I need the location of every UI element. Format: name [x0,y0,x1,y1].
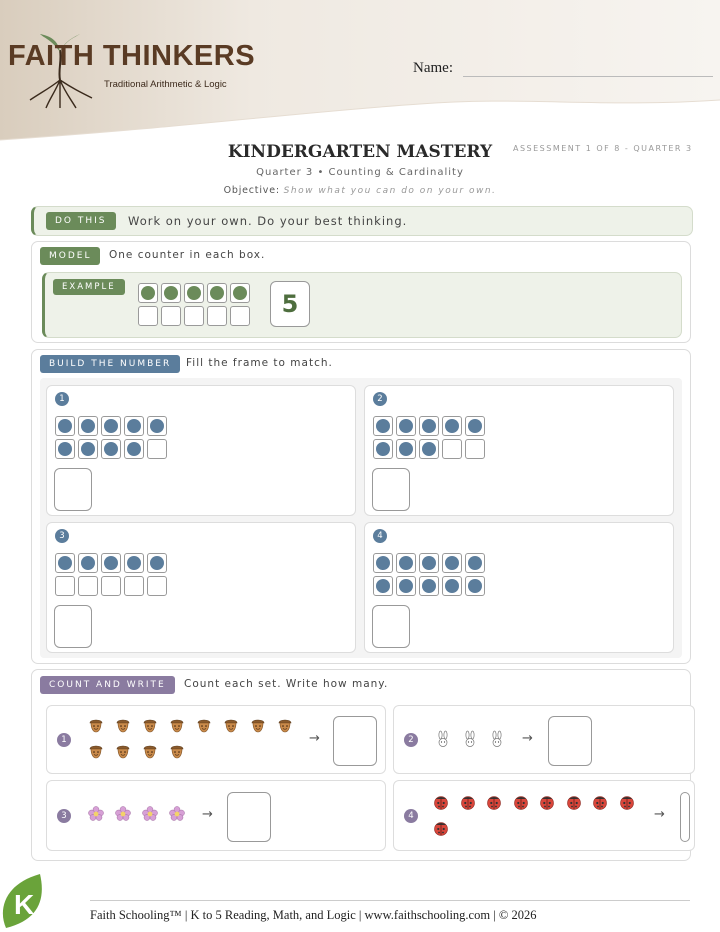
ladybug-icon [618,793,636,811]
item-number: 3 [57,809,71,823]
ten-frame-cell[interactable] [78,576,98,596]
build-label: BUILD THE NUMBER [40,355,180,373]
page-subtitle: Quarter 3 • Counting & Cardinality [256,167,464,178]
ten-frame-cell[interactable] [373,576,393,596]
model-answer: 5 [270,281,310,327]
ladybug-icon [565,793,583,811]
ten-frame-cell[interactable] [101,439,121,459]
counter-dot [233,286,247,300]
example-box [42,272,682,338]
flower-icon [114,805,132,823]
count-item-1 [46,705,386,774]
counter-dot [422,556,436,570]
arrow-icon: → [309,731,320,746]
do-this-panel [31,206,693,236]
counter-dot [187,286,201,300]
page-header [0,0,720,150]
counter-dot [422,442,436,456]
counter-dot [81,556,95,570]
name-label: Name: [413,60,453,76]
counter-dot [399,556,413,570]
item-number: 4 [373,529,387,543]
counter-dot [141,286,155,300]
item-number: 2 [373,392,387,406]
ten-frame-cell[interactable] [230,306,250,326]
model-text: One counter in each box. [109,249,266,261]
acorn-icon [195,716,213,734]
objective-text: Show what you can do on your own. [283,186,497,196]
counter-dot [127,419,141,433]
svg-text:K: K [14,889,35,920]
item-number: 3 [55,529,69,543]
flower-icon [141,805,159,823]
arrow-icon: → [654,807,665,822]
counter-dot [376,419,390,433]
counter-dot [445,579,459,593]
ten-frame-cell[interactable] [55,439,75,459]
ladybug-icon [432,793,450,811]
ten-frame-cell[interactable] [442,576,462,596]
ten-frame-cell[interactable] [373,416,393,436]
acorn-icon [141,716,159,734]
ten-frame-cell[interactable] [55,553,75,573]
build-panel [31,349,691,664]
ladybug-icon [591,793,609,811]
ten-frame-cell[interactable] [78,439,98,459]
answer-box[interactable] [372,605,410,648]
ten-frame-cell[interactable] [78,416,98,436]
counter-dot [58,442,72,456]
page-title: KINDERGARTEN MASTERY [227,142,493,162]
ladybug-icon [512,793,530,811]
counter-dot [445,419,459,433]
name-field[interactable] [463,76,713,77]
counter-dot [376,579,390,593]
brand-tagline: Traditional Arithmetic & Logic [104,79,227,90]
answer-box[interactable] [548,716,592,766]
ten-frame-cell[interactable] [184,306,204,326]
item-number: 1 [57,733,71,747]
ten-frame-cell[interactable] [419,576,439,596]
ten-frame-cell[interactable] [147,439,167,459]
ten-frame-cell[interactable] [124,416,144,436]
counter-dot [104,556,118,570]
counter-dot [422,579,436,593]
acorn-icon [114,716,132,734]
count-item-4 [393,780,695,851]
ten-frame-cell[interactable] [207,306,227,326]
ten-frame-cell[interactable] [396,576,416,596]
ten-frame-cell[interactable] [396,553,416,573]
leaf-k-logo-icon [0,870,50,930]
acorn-icon [222,716,240,734]
counter-dot [150,556,164,570]
acorn-icon [87,716,105,734]
objective-label: Objective: [223,185,280,196]
ten-frame-cell[interactable] [184,283,204,303]
ten-frame-cell[interactable] [161,306,181,326]
ten-frame-cell[interactable] [207,283,227,303]
count-item-3 [46,780,386,851]
ten-frame-cell[interactable] [101,576,121,596]
counter-dot [376,442,390,456]
ten-frame-cell[interactable] [147,553,167,573]
ten-frame-cell[interactable] [373,553,393,573]
objective [160,185,560,196]
acorn-icon [114,742,132,760]
count-label: COUNT AND WRITE [40,676,175,694]
flower-icon [87,805,105,823]
ten-frame-cell[interactable] [419,416,439,436]
counter-dot [468,579,482,593]
brand-name: FAITH THINKERS [8,40,256,72]
ten-frame-cell[interactable] [78,553,98,573]
acorn-icon [168,742,186,760]
ten-frame-cell[interactable] [465,576,485,596]
build-item-3 [46,522,356,653]
ten-frame-cell[interactable] [147,576,167,596]
acorn-icon [276,716,294,734]
ten-frame-cell[interactable] [230,283,250,303]
arrow-icon: → [202,807,213,822]
answer-box[interactable] [54,605,92,648]
count-text: Count each set. Write how many. [184,678,389,690]
counter-dot [210,286,224,300]
counter-dot [468,419,482,433]
ten-frame-cell[interactable] [124,576,144,596]
item-number: 2 [404,733,418,747]
footer-text: Faith Schooling™ | K to 5 Reading, Math, and Logic | www.faithschooling.com | © 2026 [90,908,537,922]
counter-dot [81,419,95,433]
counter-dot [399,419,413,433]
ten-frame-cell[interactable] [419,439,439,459]
build-grid [40,378,682,658]
ten-frame-cell[interactable] [442,416,462,436]
assessment-label: ASSESSMENT 1 OF 8 - QUARTER 3 [513,144,693,153]
ten-frame-cell[interactable] [419,553,439,573]
model-panel [31,241,691,343]
answer-box[interactable] [680,792,690,842]
counter-dot [399,579,413,593]
counter-dot [399,442,413,456]
counter-dot [422,419,436,433]
ten-frame-cell[interactable] [55,576,75,596]
item-number: 4 [404,809,418,823]
build-item-1 [46,385,356,516]
counter-dot [445,556,459,570]
acorn-icon [87,742,105,760]
bunny-icon [488,730,506,748]
arrow-icon: → [522,731,533,746]
count-item-2 [393,705,695,774]
counter-dot [127,442,141,456]
example-label: EXAMPLE [53,279,125,295]
answer-box[interactable] [54,468,92,511]
ten-frame-cell[interactable] [138,283,158,303]
counter-dot [58,419,72,433]
ten-frame-cell[interactable] [124,553,144,573]
flower-icon [168,805,186,823]
acorn-icon [249,716,267,734]
do-this-label: DO THIS [46,212,116,230]
bunny-icon [461,730,479,748]
counter-dot [150,419,164,433]
counter-dot [58,556,72,570]
ten-frame-cell[interactable] [465,439,485,459]
build-text: Fill the frame to match. [186,357,333,369]
answer-box[interactable] [227,792,271,842]
counter-dot [104,419,118,433]
counter-dot [104,442,118,456]
ten-frame-cell[interactable] [55,416,75,436]
build-item-2 [364,385,674,516]
do-this-text: Work on your own. Do your best thinking. [128,214,408,228]
ten-frame-cell[interactable] [124,439,144,459]
bunny-icon [434,730,452,748]
count-panel [31,669,691,861]
ten-frame-cell[interactable] [161,283,181,303]
acorn-icon [141,742,159,760]
ladybug-icon [432,819,450,837]
counter-dot [127,556,141,570]
ten-frame-cell[interactable] [442,439,462,459]
header-background [0,0,720,150]
ladybug-icon [538,793,556,811]
ten-frame-cell[interactable] [396,439,416,459]
ten-frame-cell[interactable] [138,306,158,326]
counter-dot [468,556,482,570]
answer-box[interactable] [372,468,410,511]
counter-dot [164,286,178,300]
footer-rule [90,900,690,901]
counter-dot [81,442,95,456]
build-item-4 [364,522,674,653]
ten-frame-cell[interactable] [442,553,462,573]
ten-frame-cell[interactable] [465,416,485,436]
acorn-icon [168,716,186,734]
ten-frame-cell[interactable] [147,416,167,436]
answer-box[interactable] [333,716,377,766]
ladybug-icon [459,793,477,811]
model-label: MODEL [40,247,100,265]
ten-frame-cell[interactable] [396,416,416,436]
item-number: 1 [55,392,69,406]
ten-frame-cell[interactable] [373,439,393,459]
ten-frame-cell[interactable] [101,553,121,573]
counter-dot [376,556,390,570]
ten-frame-cell[interactable] [101,416,121,436]
ten-frame-cell[interactable] [465,553,485,573]
ladybug-icon [485,793,503,811]
